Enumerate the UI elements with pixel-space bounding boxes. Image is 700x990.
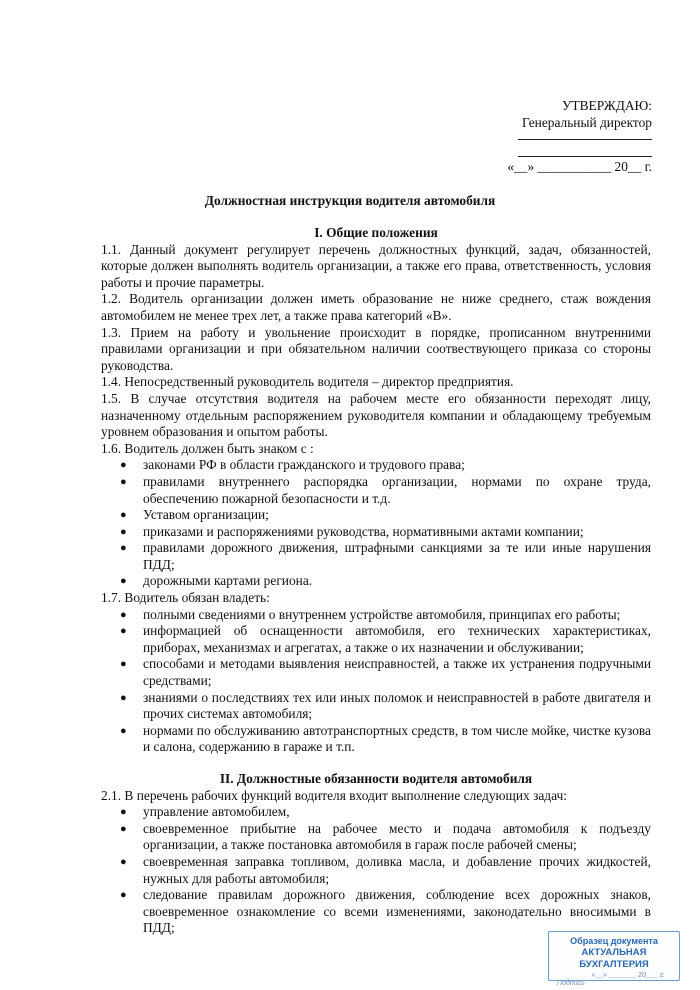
list-item-text: знаниями о последствиях тех или иных поломок и неисправностей в работе двигателя и прочих системах автомобиля; [143, 689, 651, 722]
stamp-line-2: АКТУАЛЬНАЯ БУХГАЛТЕРИЯ [579, 947, 649, 970]
bullet-icon: ● [120, 459, 127, 472]
paragraph: 1.2. Водитель организации должен иметь образование не ниже среднего, стаж вождения автомобилем не менее трех лет, а также права категорий «В». [101, 291, 651, 323]
bullet-icon: ● [120, 575, 127, 588]
list-item [120, 473, 651, 507]
bullet-icon: ● [120, 724, 127, 737]
list-item [120, 804, 651, 821]
paragraph: 1.7. Водитель обязан владеть: [101, 590, 270, 606]
list-item [120, 457, 651, 474]
list-item [120, 820, 651, 854]
bullet-icon: ● [120, 889, 127, 902]
bullet-list [101, 607, 651, 756]
approval-date-line: «__» ___________ 20__ г. [507, 159, 652, 174]
stamp-line-3: «__» _______ 20___ г. [591, 972, 665, 979]
list-item [120, 887, 651, 937]
list-item [120, 656, 651, 689]
list-item-text: информацией об оснащенности автомобиля, его технических характеристиках, приборах, механизмах и агрегатах, а также о их назначении и обслуживании; [143, 623, 651, 655]
list-item [120, 540, 651, 573]
stamp-line-1: Образец документа [570, 936, 658, 946]
bullet-icon: ● [120, 822, 127, 835]
bullet-list [101, 804, 651, 937]
bullet-icon: ● [120, 855, 127, 868]
list-item-text: правилами дорожного движения, штрафными санкциями за те или иные нарушения ПДД; [143, 540, 651, 572]
list-item [120, 623, 651, 656]
list-item-text: приказами и распоряжениями руководства, нормативными актами компании; [143, 523, 584, 539]
bullet-icon: ● [120, 658, 127, 671]
sample-stamp [548, 931, 680, 987]
approval-position: Генеральный директор [521, 114, 652, 130]
paragraph: 1.3. Прием на работу и увольнение происходит в порядке, прописанном внутренними правилами организации и при обязательном наличии соотвествующего приказа со стороны руководства. [101, 324, 651, 373]
list-item [120, 606, 651, 624]
list-item-text: Уставом организации; [143, 507, 269, 523]
document-body [101, 225, 651, 937]
bullet-icon: ● [120, 625, 127, 638]
list-item-text: правилами внутреннего распорядка организации, нормами по охране труда, обеспечению пожарной безопасности и т.д. [143, 473, 651, 506]
paragraph: 1.1. Данный документ регулирует перечень должностных функций, задач, обязанностей, которые должен выполнять водитель организации, а также его права, ответственность, условия работы и прочие параметры. [101, 241, 651, 290]
section-heading: I. Общие положения [314, 225, 438, 240]
list-item-text: управление автомобилем, [143, 804, 290, 820]
list-item-text: законами РФ в области гражданского и трудового права; [143, 457, 465, 473]
signature-line [518, 131, 652, 140]
bullet-icon: ● [120, 525, 127, 538]
list-item-text: полными сведениями о внутреннем устройстве автомобиля, принципах его работы; [143, 606, 621, 622]
paragraph: 1.5. В случае отсутствия водителя на рабочем месте его обязанности переходят лицу, назначенному отдельным распоряжением руководителя компании и обладающему требуемым уровнем образования и опытом работы. [101, 390, 651, 440]
bullet-icon: ● [120, 691, 127, 704]
bullet-icon: ● [120, 806, 127, 819]
list-item [120, 853, 651, 887]
approval-block [480, 98, 652, 174]
section-heading: II. Должностные обязанности водителя автомобиля [219, 771, 533, 786]
stamp-line-4: Подпись [557, 980, 585, 987]
list-item-text: своевременная заправка топливом, доливка масла, и добавление прочих жидкостей, нужных для работы автомобиля; [143, 853, 651, 886]
paragraph: 1.4. Непосредственный руководитель водителя – директор предприятия. [101, 374, 514, 390]
bullet-icon: ● [120, 608, 127, 621]
list-item-text: нормами по обслуживанию автотранспортных средств, в том числе мойке, чистке кузова и салона, содержанию в гараже и т.п. [143, 722, 651, 755]
list-item [120, 573, 651, 590]
bullet-icon: ● [120, 542, 127, 555]
document-title: Должностная инструкция водителя автомобиля [204, 193, 496, 208]
list-item-text: следование правилам дорожного движения, соблюдение всех дорожных знаков, своевременное ознакомление со всеми изменениями, законодательно вносимыми в ПДД; [143, 887, 651, 936]
list-item-text: способами и методами выявления неисправностей, а также их устранения подручными средствами; [143, 656, 651, 689]
list-item-text: дорожными картами региона. [143, 573, 313, 589]
bullet-icon: ● [120, 475, 127, 488]
list-item [120, 689, 651, 723]
approval-heading: УТВЕРЖДАЮ: [561, 98, 652, 113]
name-line [518, 148, 652, 157]
paragraph: 1.6. Водитель должен быть знаком с : [101, 440, 314, 456]
paragraph: 2.1. В перечень рабочих функций водителя входит выполнение следующих задач: [101, 787, 567, 803]
list-item [120, 523, 651, 541]
list-item-text: своевременное прибытие на рабочее место и подача автомобиля к подъезду организации, а также постановка автомобиля в гараж после рабочей смены; [143, 820, 651, 853]
list-item [120, 507, 651, 524]
list-item [120, 722, 651, 756]
bullet-icon: ● [120, 509, 127, 522]
bullet-list [101, 457, 651, 590]
